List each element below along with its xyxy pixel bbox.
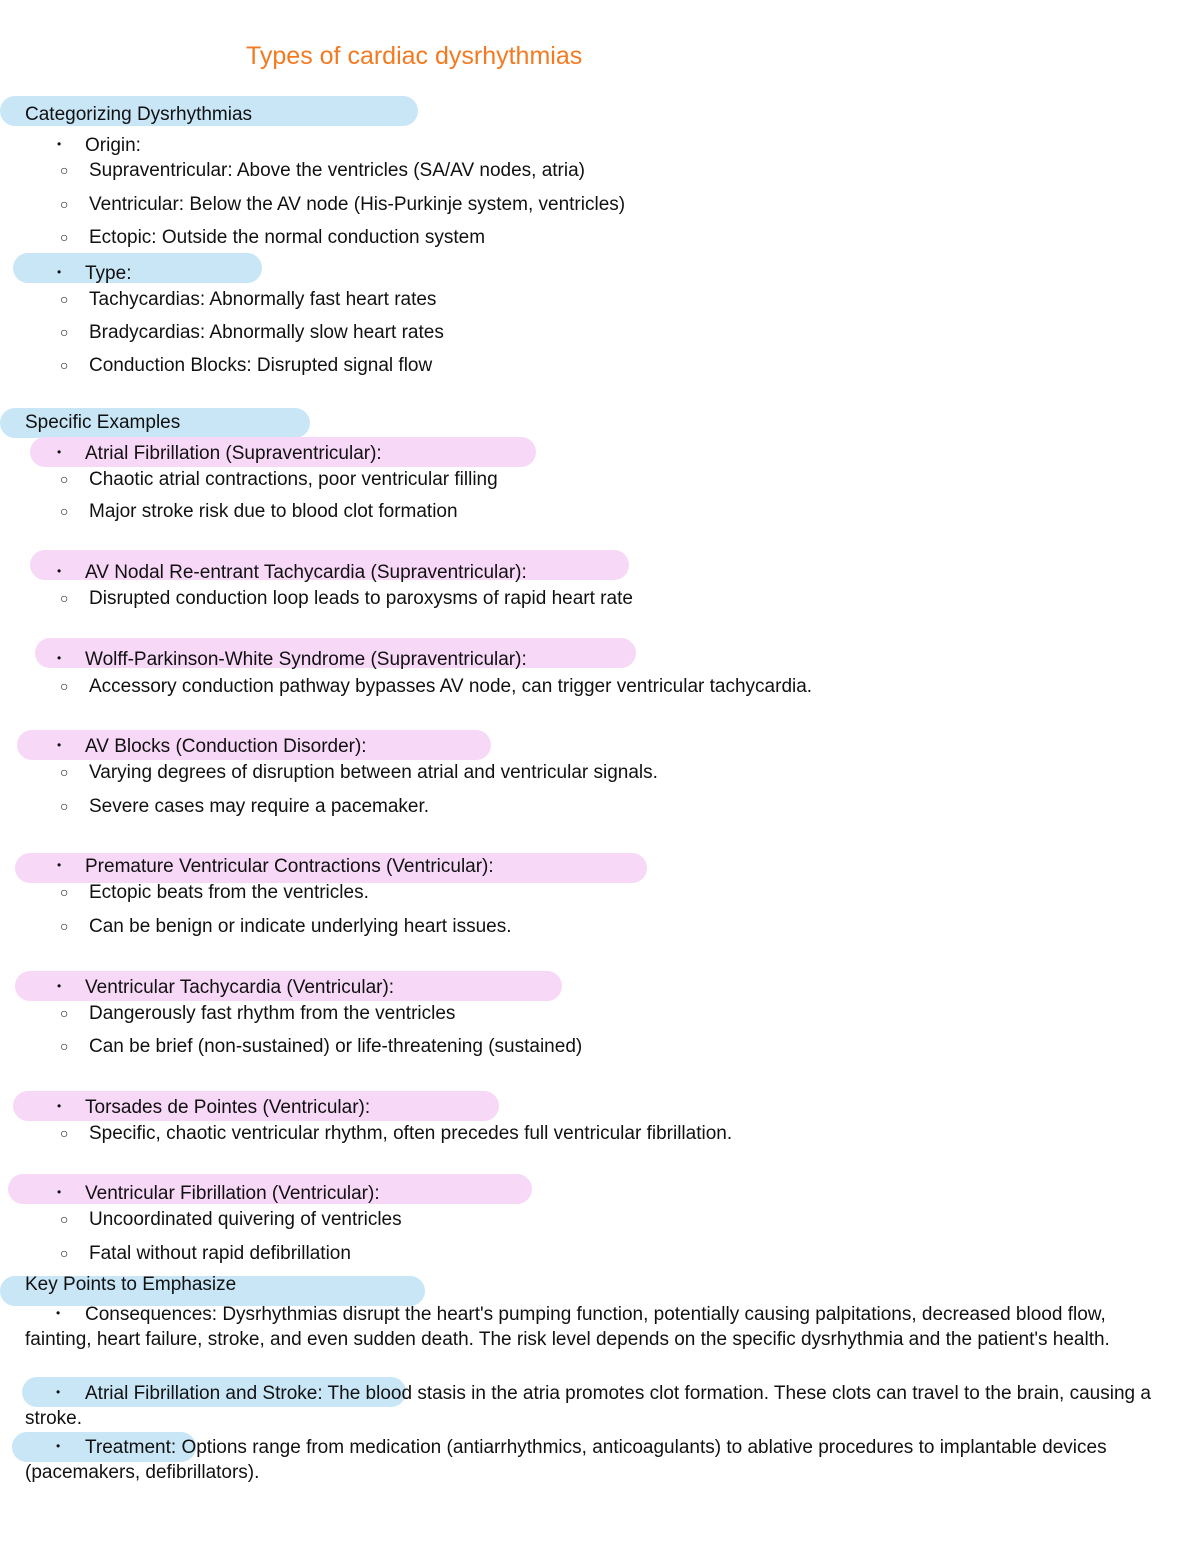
circle-bullet-icon: ○ bbox=[60, 196, 69, 212]
list-item: ○ Major stroke risk due to blood clot formation bbox=[60, 501, 458, 522]
page-title: Types of cardiac dysrhythmias bbox=[246, 42, 583, 70]
bullet-icon: • bbox=[57, 738, 62, 752]
list-item: • Ventricular Fibrillation (Ventricular): bbox=[56, 1180, 380, 1206]
list-item: • Origin: bbox=[56, 132, 141, 158]
list-item: • Type: bbox=[56, 260, 131, 286]
circle-bullet-icon: ○ bbox=[60, 1125, 69, 1141]
list-item: ○ Disrupted conduction loop leads to paroxysms of rapid heart rate bbox=[60, 588, 633, 609]
key-point-paragraph: • Treatment: Options range from medication (antiarrhythmics, anticoagulants) to ablative procedures to implantable devices (pacemakers, defibrillators). bbox=[25, 1434, 1165, 1485]
list-item: ○ Severe cases may require a pacemaker. bbox=[60, 796, 430, 817]
circle-bullet-icon: ○ bbox=[60, 1005, 69, 1021]
list-item: • Torsades de Pointes (Ventricular): bbox=[56, 1094, 370, 1120]
circle-bullet-icon: ○ bbox=[60, 1038, 69, 1054]
circle-bullet-icon: ○ bbox=[60, 503, 69, 519]
list-item: ○ Chaotic atrial contractions, poor ventricular filling bbox=[60, 469, 498, 490]
list-item: • Atrial Fibrillation (Supraventricular): bbox=[56, 440, 382, 466]
bullet-icon: • bbox=[56, 1306, 61, 1320]
list-item: ○ Specific, chaotic ventricular rhythm, often precedes full ventricular fibrillation. bbox=[60, 1123, 733, 1144]
bullet-icon: • bbox=[56, 1439, 61, 1453]
bullet-icon: • bbox=[57, 1099, 62, 1113]
list-item: • Wolff-Parkinson-White Syndrome (Supraventricular): bbox=[56, 646, 527, 672]
list-item: ○ Ectopic beats from the ventricles. bbox=[60, 882, 369, 903]
bullet-icon: • bbox=[57, 445, 62, 459]
circle-bullet-icon: ○ bbox=[60, 291, 69, 307]
list-item: ○ Tachycardias: Abnormally fast heart rates bbox=[60, 289, 437, 310]
list-item: ○ Varying degrees of disruption between atrial and ventricular signals. bbox=[60, 762, 658, 783]
circle-bullet-icon: ○ bbox=[60, 324, 69, 340]
list-item: ○ Bradycardias: Abnormally slow heart rates bbox=[60, 322, 444, 343]
bullet-icon: • bbox=[57, 564, 62, 578]
list-item: ○ Ectopic: Outside the normal conduction system bbox=[60, 227, 486, 248]
list-item: ○ Fatal without rapid defibrillation bbox=[60, 1243, 351, 1264]
circle-bullet-icon: ○ bbox=[60, 884, 69, 900]
list-item: ○ Conduction Blocks: Disrupted signal flow bbox=[60, 355, 433, 376]
section-heading-key-points: Key Points to Emphasize bbox=[25, 1274, 237, 1295]
bullet-icon: • bbox=[57, 137, 62, 151]
bullet-icon: • bbox=[57, 1185, 62, 1199]
bullet-icon: • bbox=[57, 265, 62, 279]
circle-bullet-icon: ○ bbox=[60, 162, 69, 178]
bullet-icon: • bbox=[57, 651, 62, 665]
list-item: • Premature Ventricular Contractions (Ventricular): bbox=[56, 853, 494, 879]
list-item: • AV Blocks (Conduction Disorder): bbox=[56, 733, 367, 759]
list-item: ○ Supraventricular: Above the ventricles (SA/AV nodes, atria) bbox=[60, 160, 586, 181]
circle-bullet-icon: ○ bbox=[60, 1245, 69, 1261]
list-item: ○ Accessory conduction pathway bypasses AV node, can trigger ventricular tachycardia. bbox=[60, 676, 813, 697]
section-heading-specific: Specific Examples bbox=[25, 412, 181, 433]
bullet-icon: • bbox=[57, 979, 62, 993]
highlight-band bbox=[13, 253, 262, 283]
circle-bullet-icon: ○ bbox=[60, 357, 69, 373]
list-item: ○ Ventricular: Below the AV node (His-Purkinje system, ventricles) bbox=[60, 194, 626, 215]
list-item: • AV Nodal Re-entrant Tachycardia (Supraventricular): bbox=[56, 559, 527, 585]
key-point-paragraph: • Atrial Fibrillation and Stroke: The blood stasis in the atria promotes clot formation. These clots can travel to the brain, causing a stroke. bbox=[25, 1380, 1165, 1431]
list-item: ○ Uncoordinated quivering of ventricles bbox=[60, 1209, 402, 1230]
circle-bullet-icon: ○ bbox=[60, 229, 69, 245]
circle-bullet-icon: ○ bbox=[60, 918, 69, 934]
circle-bullet-icon: ○ bbox=[60, 764, 69, 780]
circle-bullet-icon: ○ bbox=[60, 590, 69, 606]
list-item: ○ Can be benign or indicate underlying heart issues. bbox=[60, 916, 512, 937]
list-item: • Ventricular Tachycardia (Ventricular): bbox=[56, 974, 394, 1000]
list-item: ○ Dangerously fast rhythm from the ventricles bbox=[60, 1003, 456, 1024]
bullet-icon: • bbox=[57, 858, 62, 872]
circle-bullet-icon: ○ bbox=[60, 1211, 69, 1227]
list-item: ○ Can be brief (non-sustained) or life-threatening (sustained) bbox=[60, 1036, 583, 1057]
key-point-paragraph: • Consequences: Dysrhythmias disrupt the heart's pumping function, potentially causing palpitations, decreased blood flow, fainting, heart failure, stroke, and even sudden death. The risk level depends on the specific dysrhythmia and the patient's health. bbox=[25, 1301, 1165, 1352]
circle-bullet-icon: ○ bbox=[60, 798, 69, 814]
section-heading-categorizing: Categorizing Dysrhythmias bbox=[25, 104, 253, 125]
circle-bullet-icon: ○ bbox=[60, 471, 69, 487]
circle-bullet-icon: ○ bbox=[60, 678, 69, 694]
bullet-icon: • bbox=[56, 1385, 61, 1399]
